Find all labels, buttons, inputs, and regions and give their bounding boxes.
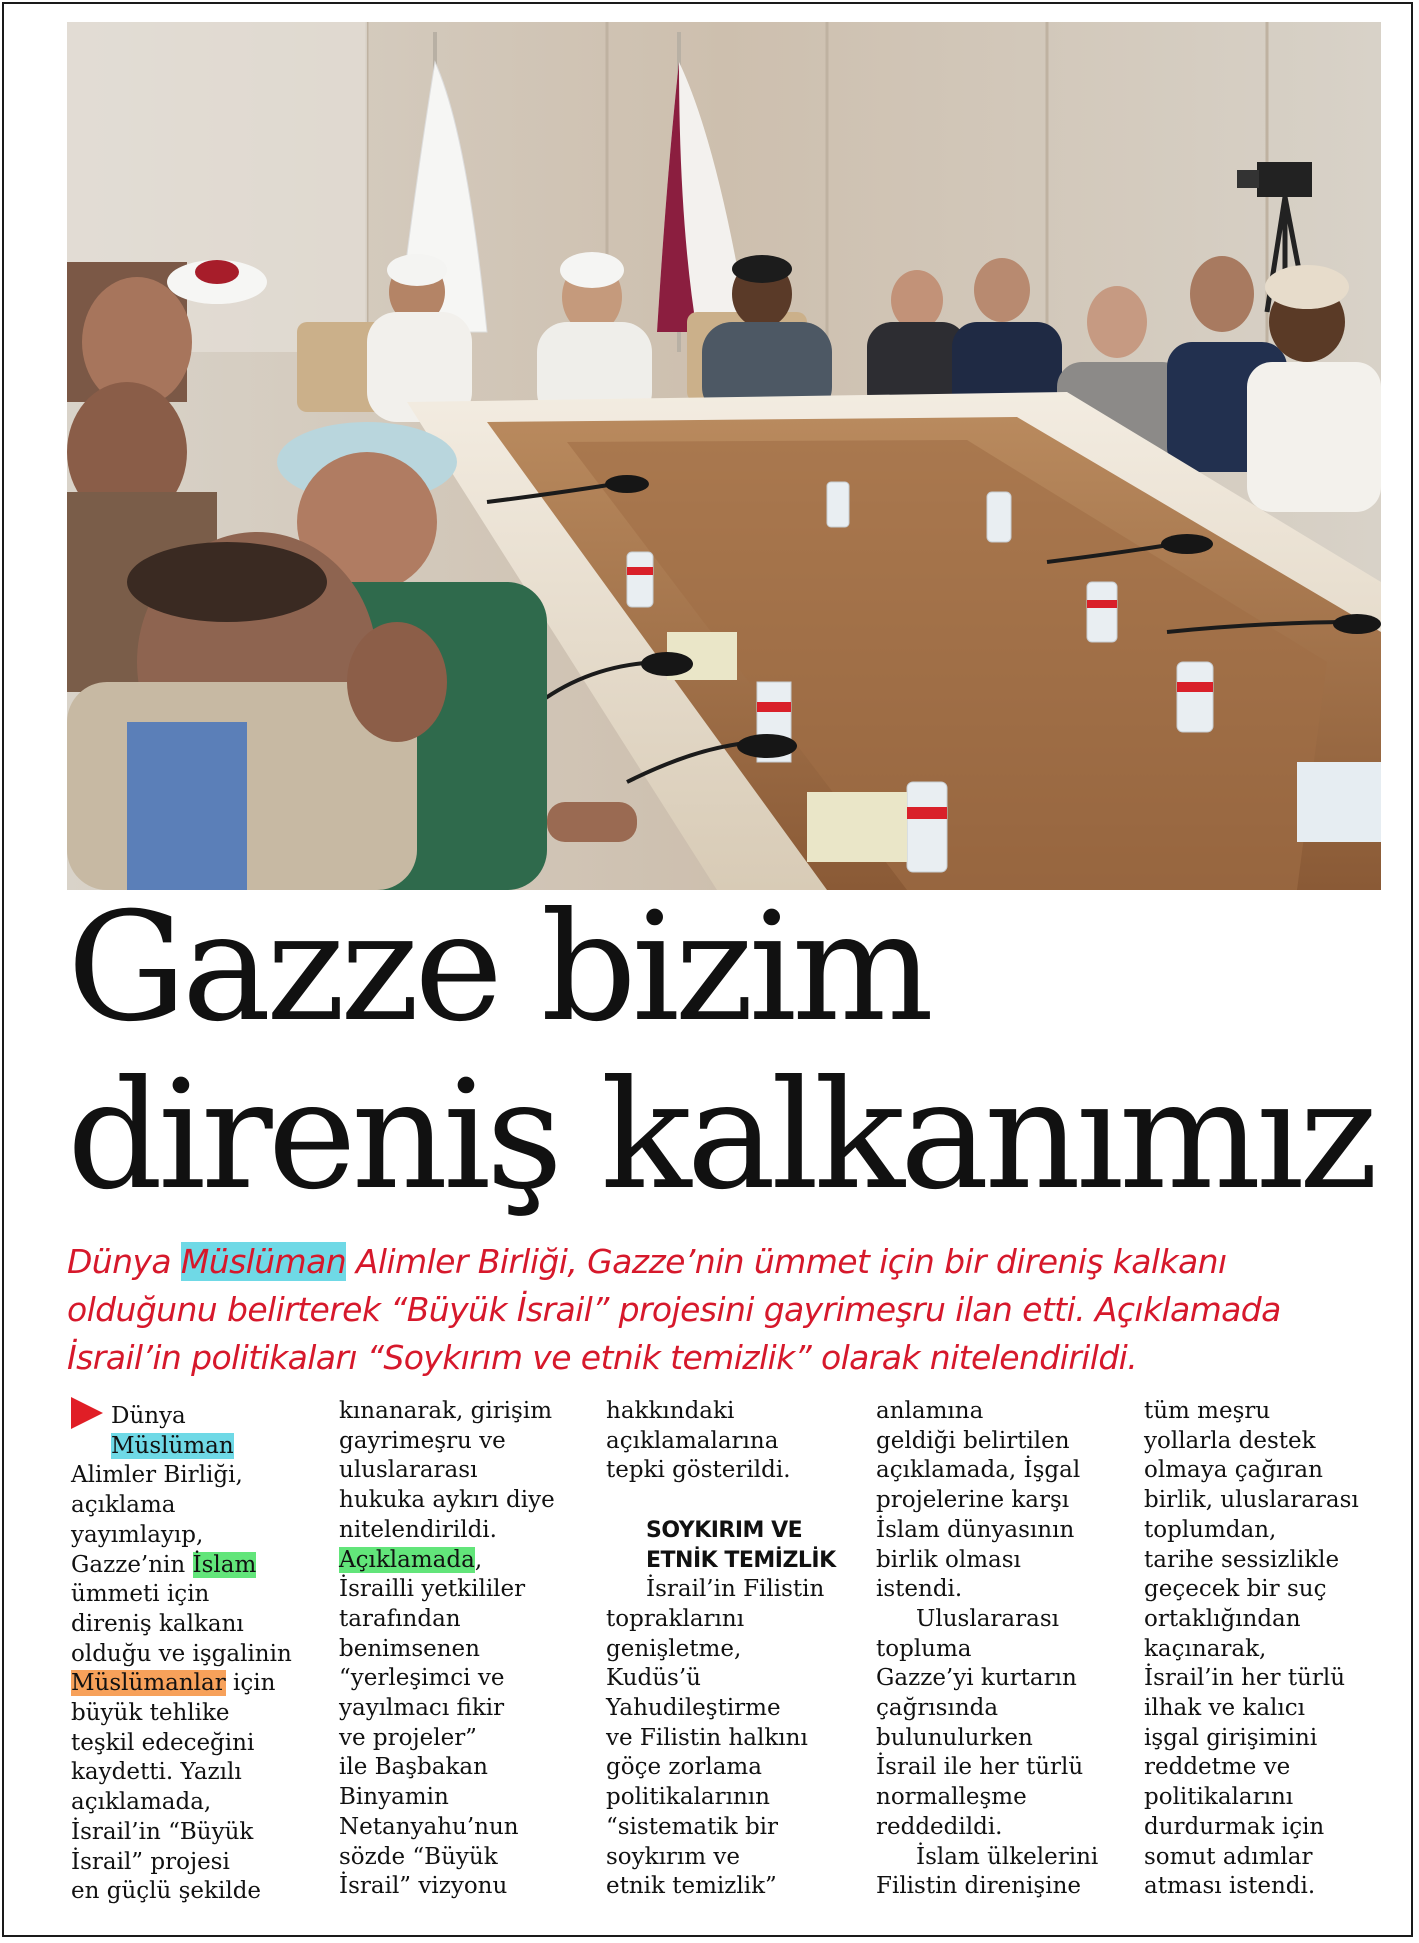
body-line: atması istendi.: [1144, 1873, 1316, 1900]
body-line: yayımlayıp,: [71, 1521, 204, 1548]
lead-text: Dünya: [67, 1242, 181, 1281]
body-line: açıklamalarına: [606, 1427, 779, 1454]
body-line: hakkındaki: [606, 1398, 735, 1424]
bullet-triangle-icon: [71, 1397, 103, 1429]
article-body: [67, 1397, 1387, 1937]
subheading-line-1: SOYKIRIM VE: [646, 1517, 803, 1543]
body-line: Binyamin: [339, 1784, 449, 1811]
lead-line-3: İsrail’in politikaları “Soykırım ve etnik temizlik” olarak nitelendirildi.: [67, 1338, 1138, 1377]
body-line: toplumdan,: [1144, 1516, 1277, 1543]
lead-paragraph: [67, 1238, 1397, 1382]
body-line: çağrısında: [876, 1695, 999, 1722]
body-line: İslam ülkelerini: [916, 1843, 1099, 1870]
body-line: en güçlü şekilde: [71, 1878, 262, 1905]
body-line: açıklamada, İşgal: [876, 1457, 1081, 1484]
body-line: kınanarak, girişim: [339, 1398, 553, 1424]
body-line: Uluslararası: [916, 1605, 1059, 1632]
body-line: kaydetti. Yazılı: [71, 1759, 242, 1786]
body-line: projelerine karşı: [876, 1487, 1070, 1514]
body-line: geçecek bir suç: [1144, 1576, 1327, 1603]
body-line: Netanyahu’nun: [339, 1813, 519, 1840]
body-line: “yerleşimci ve: [339, 1665, 505, 1692]
body-line: Yahudileştirme: [606, 1695, 781, 1722]
highlight-muslim: Müslüman: [180, 1242, 347, 1281]
body-line: tarihe sessizlikle: [1144, 1546, 1340, 1573]
lead-line-2: olduğunu belirterek “Büyük İsrail” projesini gayrimeşru ilan etti. Açıklamada: [67, 1290, 1281, 1329]
body-line: birlik olması: [876, 1546, 1021, 1573]
column-4: [876, 1397, 1126, 1902]
highlight-aciklamada: Açıklamada: [339, 1546, 475, 1573]
body-line: reddedildi.: [876, 1813, 1003, 1840]
body-line: işgal girişimini: [1144, 1724, 1318, 1751]
subheading-line-2: ETNİK TEMİZLİK: [646, 1547, 836, 1573]
body-line: nitelendirildi.: [339, 1516, 497, 1543]
highlight-islam: İslam: [192, 1551, 257, 1578]
body-line: somut adımlar: [1144, 1843, 1313, 1870]
body-line: İsrail’in Filistin: [646, 1576, 825, 1603]
body-line: İsrail’in “Büyük: [71, 1818, 254, 1845]
body-line: benimsenen: [339, 1635, 480, 1662]
lead-text: Alimler Birliği, Gazze’nin ümmet için bir direniş kalkanı: [346, 1242, 1227, 1281]
meeting-photo: [67, 22, 1381, 890]
body-line: tüm meşru: [1144, 1398, 1271, 1424]
body-text: Gazze’nin: [71, 1551, 193, 1578]
body-line: [71, 1397, 321, 1432]
body-line: tarafından: [339, 1605, 461, 1632]
body-line: olmaya çağıran: [1144, 1457, 1323, 1484]
body-line: ve Filistin halkını: [606, 1724, 808, 1751]
newspaper-page: [2, 2, 1413, 1937]
body-line: ümmeti için: [71, 1581, 210, 1608]
column-1: [71, 1397, 321, 1907]
body-line: bulunulurken: [876, 1724, 1033, 1751]
body-line: politikalarının: [606, 1784, 770, 1811]
body-line: ilhak ve kalıcı: [1144, 1695, 1305, 1722]
body-line: İsrailli yetkililer: [339, 1576, 526, 1603]
column-2: [339, 1397, 589, 1902]
lead-line-1: [67, 1238, 1397, 1286]
body-line: hukuka aykırı diye: [339, 1487, 555, 1514]
column-3: [606, 1397, 856, 1902]
highlight-muslim: Müslüman: [111, 1432, 234, 1459]
body-line: politikalarını: [1144, 1784, 1294, 1811]
body-line: büyük tehlike: [71, 1700, 230, 1727]
body-line: tepki gösterildi.: [606, 1457, 791, 1484]
body-line: açıklamada,: [71, 1789, 212, 1816]
body-line: birlik, uluslararası: [1144, 1487, 1359, 1514]
body-line: İsrail ile her türlü: [876, 1754, 1084, 1781]
body-line: ortaklığından: [1144, 1605, 1301, 1632]
body-line: direniş kalkanı: [71, 1610, 244, 1637]
body-line: topraklarını: [606, 1605, 745, 1632]
body-line: İsrail” vizyonu: [339, 1873, 508, 1900]
body-line: Alimler Birliği,: [71, 1462, 243, 1489]
body-line: göçe zorlama: [606, 1754, 762, 1781]
body-line: yayılmacı fikir: [339, 1695, 505, 1722]
body-line: olduğu ve işgalinin: [71, 1640, 292, 1667]
headline-line-1: Gazze bizim: [67, 881, 929, 1055]
body-line: gayrimeşru ve: [339, 1427, 506, 1454]
body-line: ile Başbakan: [339, 1754, 488, 1781]
body-line: İslam dünyasının: [876, 1516, 1075, 1543]
body-line: sözde “Büyük: [339, 1843, 498, 1870]
body-line: Kudüs’ü: [606, 1665, 701, 1692]
body-line: etnik temizlik”: [606, 1873, 777, 1900]
body-text: ,: [474, 1546, 483, 1573]
body-line: soykırım ve: [606, 1843, 741, 1870]
body-line: geldiği belirtilen: [876, 1427, 1070, 1454]
body-line: yollarla destek: [1144, 1427, 1316, 1454]
body-line: teşkil edeceğini: [71, 1729, 255, 1756]
body-line: ve projeler”: [339, 1724, 477, 1751]
body-text: Dünya: [111, 1403, 186, 1429]
body-line: açıklama: [71, 1492, 176, 1519]
body-line: “sistematik bir: [606, 1813, 779, 1840]
headline: [67, 881, 1397, 1223]
body-line: genişletme,: [606, 1635, 742, 1662]
body-line: normalleşme: [876, 1784, 1027, 1811]
body-line: anlamına: [876, 1398, 984, 1424]
body-line: istendi.: [876, 1576, 963, 1603]
headline-line-2: direniş kalkanımız: [67, 1049, 1374, 1223]
highlight-muslims: Müslümanlar: [71, 1670, 226, 1697]
body-text: için: [225, 1670, 276, 1697]
body-line: İsrail” projesi: [71, 1848, 230, 1875]
body-line: Gazze’yi kurtarın: [876, 1665, 1077, 1692]
body-line: kaçınarak,: [1144, 1635, 1267, 1662]
body-line: durdurmak için: [1144, 1813, 1325, 1840]
body-line: [71, 1432, 321, 1462]
body-line: Filistin direnişine: [876, 1873, 1081, 1900]
body-line: [339, 1546, 589, 1576]
body-line: uluslararası: [339, 1457, 478, 1484]
body-line: İsrail’in her türlü: [1144, 1665, 1346, 1692]
spacer: [606, 1486, 856, 1516]
body-line: reddetme ve: [1144, 1754, 1291, 1781]
body-line: topluma: [876, 1635, 972, 1662]
column-5: [1144, 1397, 1394, 1902]
body-line: [71, 1669, 321, 1699]
body-line: [71, 1551, 321, 1581]
